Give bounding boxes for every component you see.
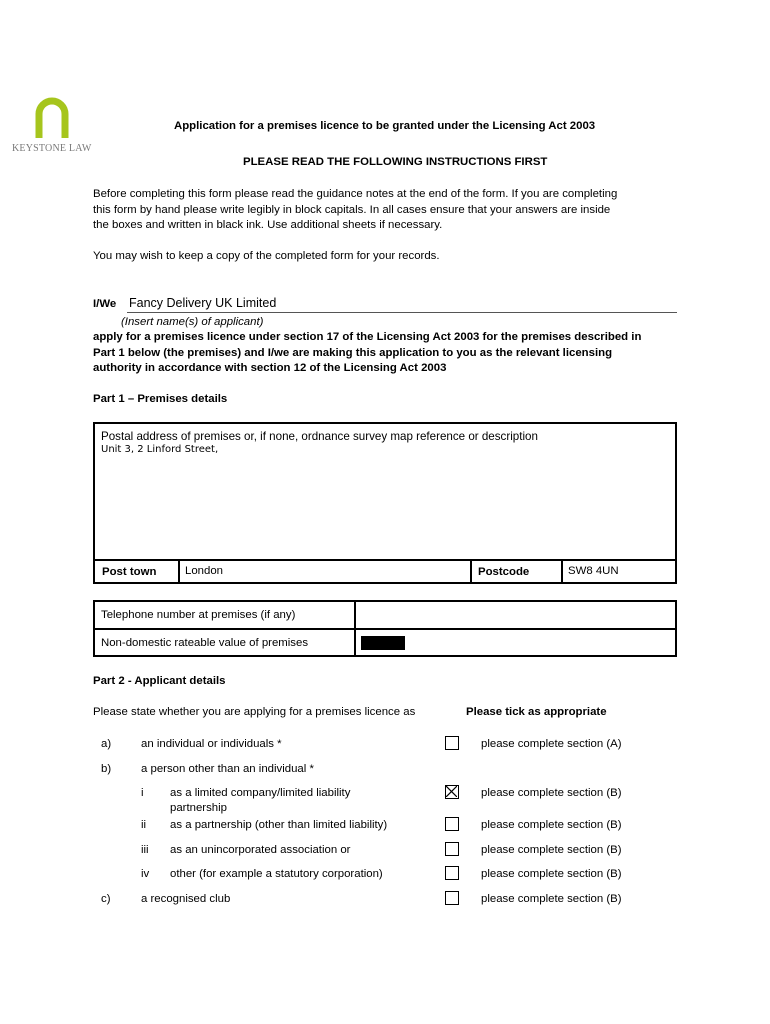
option-a-checkbox[interactable] (445, 736, 459, 750)
option-iv-checkbox[interactable] (445, 866, 459, 880)
rateable-label: Non-domestic rateable value of premises (101, 637, 309, 649)
copy-note: You may wish to keep a copy of the completed form for your records. (93, 250, 440, 262)
postcode-value: SW8 4UN (568, 565, 619, 577)
post-town-label: Post town (102, 566, 157, 578)
applicant-label: I/We (93, 298, 117, 310)
form-title: Application for a premises licence to be granted under the Licensing Act 2003 (174, 120, 596, 132)
option-b-marker: b) (101, 763, 112, 775)
option-ii-section: please complete section (B) (481, 819, 622, 831)
part1-title: Part 1 – Premises details (93, 393, 228, 405)
address-label: Postal address of premises or, if none, ordnance survey map reference or description (101, 430, 538, 443)
applicant-statement-3: authority in accordance with section 12 of the Licensing Act 2003 (93, 362, 447, 374)
instructions-title: PLEASE READ THE FOLLOWING INSTRUCTIONS FIRST (243, 156, 548, 168)
telephone-field[interactable] (357, 603, 673, 625)
rateable-value-redacted (361, 636, 405, 650)
option-c-section: please complete section (B) (481, 893, 622, 905)
tick-header: Please tick as appropriate (466, 706, 607, 718)
option-i-section: please complete section (B) (481, 787, 622, 799)
applicant-name-value: Fancy Delivery UK Limited (129, 296, 277, 310)
applicant-statement-1: apply for a premises licence under section 17 of the Licensing Act 2003 for the premises described in (93, 331, 642, 343)
option-a-label: an individual or individuals * (141, 738, 282, 750)
option-i-label-line2: partnership (170, 802, 227, 814)
applicant-name-field[interactable] (127, 296, 677, 313)
checked-x-icon (446, 786, 457, 797)
address-value: Unit 3, 2 Linford Street, (101, 444, 219, 455)
option-c-label: a recognised club (141, 893, 231, 905)
address-field[interactable] (101, 444, 671, 554)
option-ii-marker: ii (141, 819, 147, 831)
option-iv-label: other (for example a statutory corporation) (170, 868, 383, 880)
option-iii-section: please complete section (B) (481, 844, 622, 856)
keystone-arch-logo-icon (34, 96, 70, 138)
option-c-marker: c) (101, 893, 111, 905)
option-iii-label: as an unincorporated association or (170, 844, 351, 856)
intro-line-3: the boxes and written in black ink. Use additional sheets if necessary. (93, 219, 443, 231)
option-i-label-line1: as a limited company/limited liability (170, 787, 351, 799)
applicant-statement-2: Part 1 below (the premises) and I/we are making this application to you as the relevant licensing (93, 347, 613, 359)
intro-line-1: Before completing this form please read the guidance notes at the end of the form. If you are completing (93, 188, 618, 200)
postcode-field[interactable] (568, 564, 668, 579)
option-b-label: a person other than an individual * (141, 763, 314, 775)
applicant-type-question: Please state whether you are applying for a premises licence as (93, 706, 416, 718)
postcode-label: Postcode (478, 566, 530, 578)
option-iv-marker: iv (141, 868, 150, 880)
option-iv-section: please complete section (B) (481, 868, 622, 880)
option-ii-label: as a partnership (other than limited liability) (170, 819, 388, 831)
option-ii-checkbox[interactable] (445, 817, 459, 831)
post-town-value: London (185, 565, 224, 577)
option-i-marker: i (141, 787, 144, 799)
part2-title: Part 2 - Applicant details (93, 675, 226, 687)
applicant-hint: (Insert name(s) of applicant) (121, 316, 264, 328)
logo-text: KEYSTONE LAW (12, 143, 92, 154)
telephone-label: Telephone number at premises (if any) (101, 609, 296, 621)
option-i-checkbox[interactable] (445, 785, 459, 799)
option-c-checkbox[interactable] (445, 891, 459, 905)
intro-line-2: this form by hand please write legibly in block capitals. In all cases ensure that your answers are inside (93, 204, 611, 216)
option-a-marker: a) (101, 738, 112, 750)
option-iii-checkbox[interactable] (445, 842, 459, 856)
post-town-field[interactable] (185, 564, 467, 579)
option-iii-marker: iii (141, 844, 149, 856)
option-a-section: please complete section (A) (481, 738, 622, 750)
